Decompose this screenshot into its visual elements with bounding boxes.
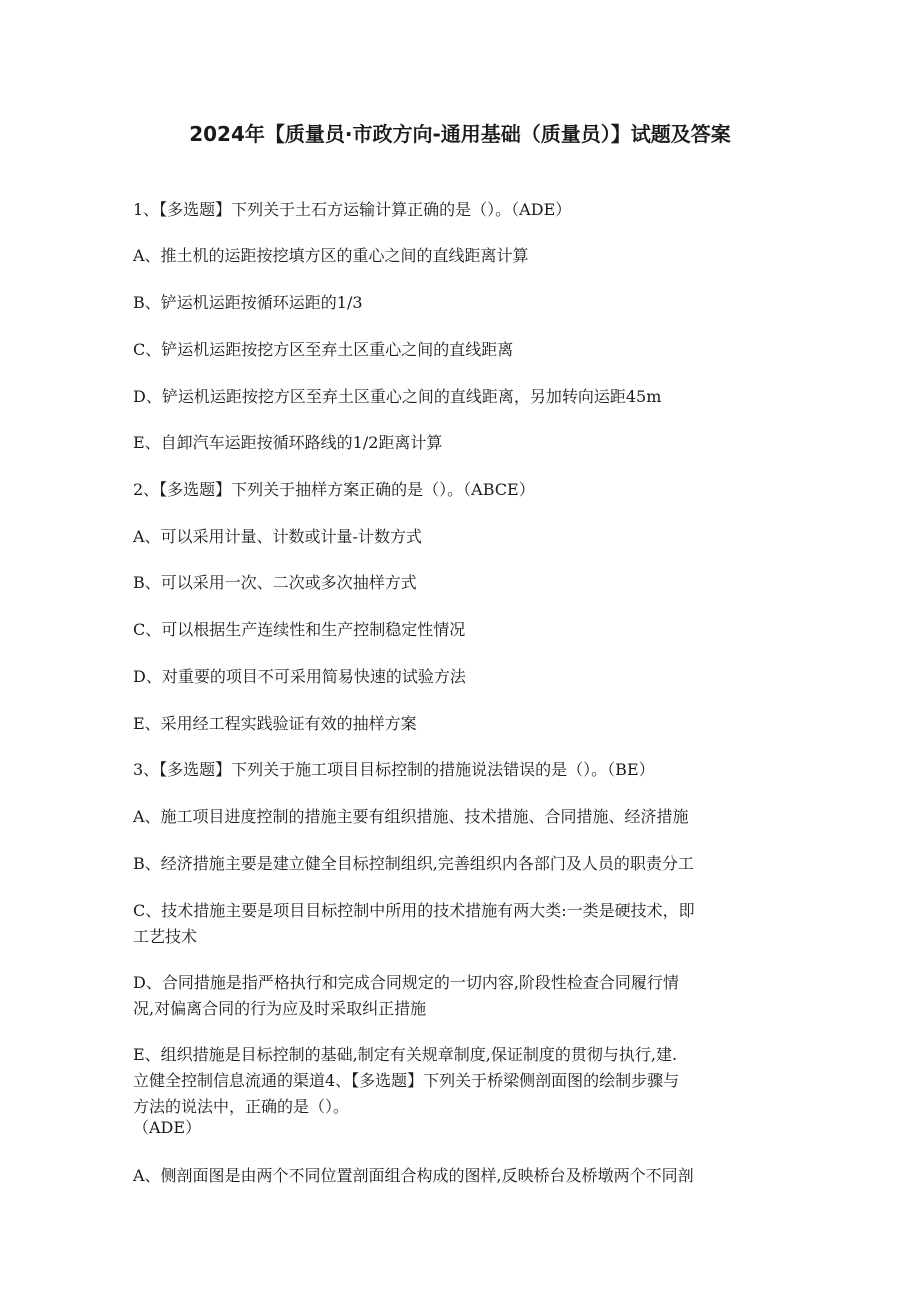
question-3-option-b: B、经济措施主要是建立健全目标控制组织,完善组织内各部门及人员的职责分工 <box>133 854 694 873</box>
question-4-stem: 方法的说法中，正确的是（）。 <box>133 1097 350 1116</box>
question-3-option-a: A、施工项目进度控制的措施主要有组织措施、技术措施、合同措施、经济措施 <box>133 807 689 826</box>
question-1-stem: 1、【多选题】下列关于土石方运输计算正确的是（）。（ADE） <box>133 200 572 219</box>
question-2-option-e: E、采用经工程实践验证有效的抽样方案 <box>133 714 417 733</box>
question-2-option-c: C、可以根据生产连续性和生产控制稳定性情况 <box>133 620 466 639</box>
question-3-option-e-line1: E、组织措施是目标控制的基础,制定有关规章制度,保证制度的贯彻与执行,建. <box>133 1045 678 1064</box>
question-2-option-a: A、可以采用计量、计数或计量-计数方式 <box>133 527 422 546</box>
question-2-option-b: B、可以采用一次、二次或多次抽样方式 <box>133 573 417 592</box>
question-4-option-a: A、侧剖面图是由两个不同位置剖面组合构成的图样,反映桥台及桥墩两个不同剖 <box>133 1166 694 1185</box>
question-3-option-c-line2: 工艺技术 <box>133 927 198 946</box>
document-title: 2024年【质量员·市政方向-通用基础（质量员）】试题及答案 <box>189 122 731 146</box>
question-3-option-c-line1: C、技术措施主要是项目目标控制中所用的技术措施有两大类:一类是硬技术，即 <box>133 901 695 920</box>
question-3-option-e-line2: 立健全控制信息流通的渠道4、【多选题】下列关于桥梁侧剖面图的绘制步骤与 <box>133 1071 680 1090</box>
question-1-option-b: B、铲运机运距按循环运距的1/3 <box>133 293 363 312</box>
question-3-option-d-line2: 况,对偏离合同的行为应及时采取纠正措施 <box>133 999 427 1018</box>
question-1-option-d: D、铲运机运距按挖方区至弃土区重心之间的直线距离，另加转向运距45m <box>133 387 662 406</box>
question-1-option-c: C、铲运机运距按挖方区至弃土区重心之间的直线距离 <box>133 340 514 359</box>
question-2-stem: 2、【多选题】下列关于抽样方案正确的是（）。（ABCE） <box>133 480 535 499</box>
question-1-option-e: E、自卸汽车运距按循环路线的1/2距离计算 <box>133 433 443 452</box>
question-1-option-a: A、推土机的运距按挖填方区的重心之间的直线距离计算 <box>133 246 529 265</box>
question-2-option-d: D、对重要的项目不可采用简易快速的试验方法 <box>133 667 466 686</box>
question-3-stem: 3、【多选题】下列关于施工项目目标控制的措施说法错误的是（）。（BE） <box>133 760 655 779</box>
question-4-answer: （ADE） <box>133 1118 202 1137</box>
question-3-option-d-line1: D、合同措施是指严格执行和完成合同规定的一切内容,阶段性检查合同履行情 <box>133 973 679 992</box>
